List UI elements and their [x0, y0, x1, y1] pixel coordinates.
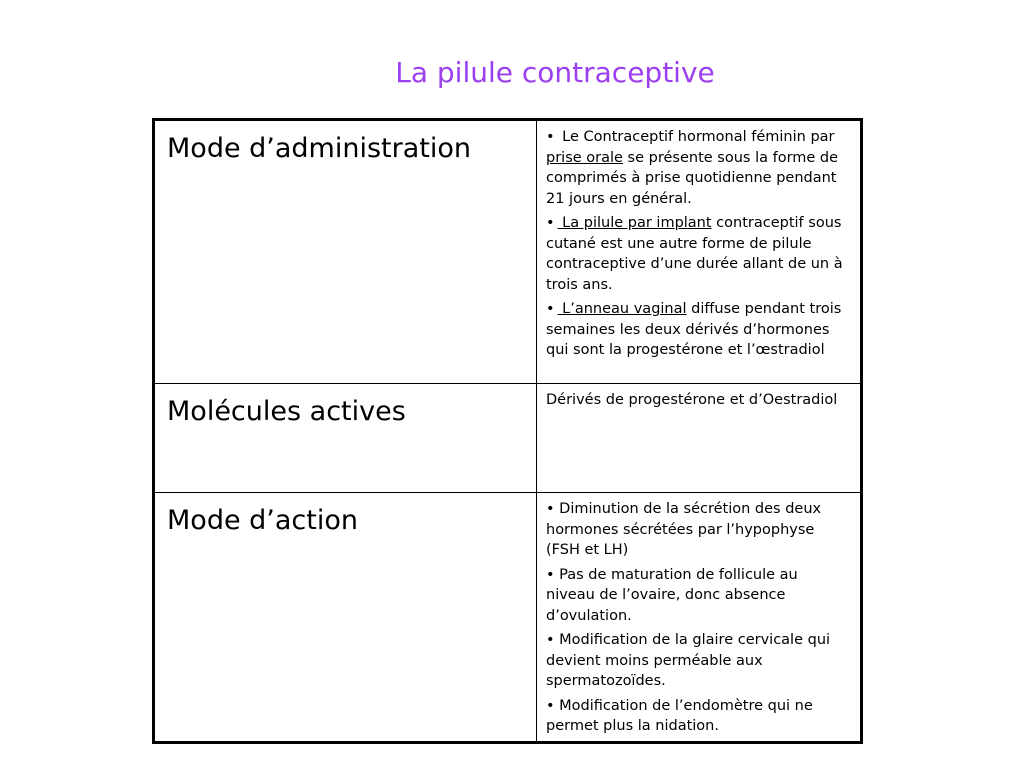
row-content-administration [537, 120, 862, 384]
molecules-text: Dérivés de progestérone et d’Oestradiol [546, 392, 838, 408]
table-row [154, 120, 862, 384]
slide-title: La pilule contraceptive [395, 56, 715, 89]
info-table [152, 118, 863, 744]
table-row [154, 493, 862, 743]
row-content-action [537, 493, 862, 743]
table-row [154, 384, 862, 493]
row-label-molecules: Molécules actives [154, 384, 537, 493]
administration-paragraph-1: • Le Contraceptif hormonal féminin par prise orale se présente sous la forme de comprimés à prise quotidienne pendant 21 jours en général. [546, 129, 839, 207]
action-item-4: • Modification de l’endomètre qui ne permet plus la nidation. [546, 697, 813, 734]
row-content-molecules [537, 384, 862, 493]
action-item-1: • Diminution de la sécrétion des deux hormones sécrétées par l’hypophyse (FSH et LH) [546, 501, 822, 558]
administration-paragraph-3: • L’anneau vaginal diffuse pendant trois semaines les deux dérivés d’hormones qui sont la progestérone et l’œstradiol [546, 301, 842, 358]
action-item-2: • Pas de maturation de follicule au niveau de l’ovaire, donc absence d’ovulation. [546, 566, 798, 624]
administration-paragraph-2: • La pilule par implant contraceptif sous cutané est une autre forme de pilule contraceptive d’une durée allant de un à trois ans. [546, 215, 843, 293]
action-item-3: • Modification de la glaire cervicale qui devient moins perméable aux spermatozoïdes. [546, 632, 831, 689]
row-label-administration: Mode d’administration [154, 120, 537, 384]
row-label-action: Mode d’action [154, 493, 537, 743]
